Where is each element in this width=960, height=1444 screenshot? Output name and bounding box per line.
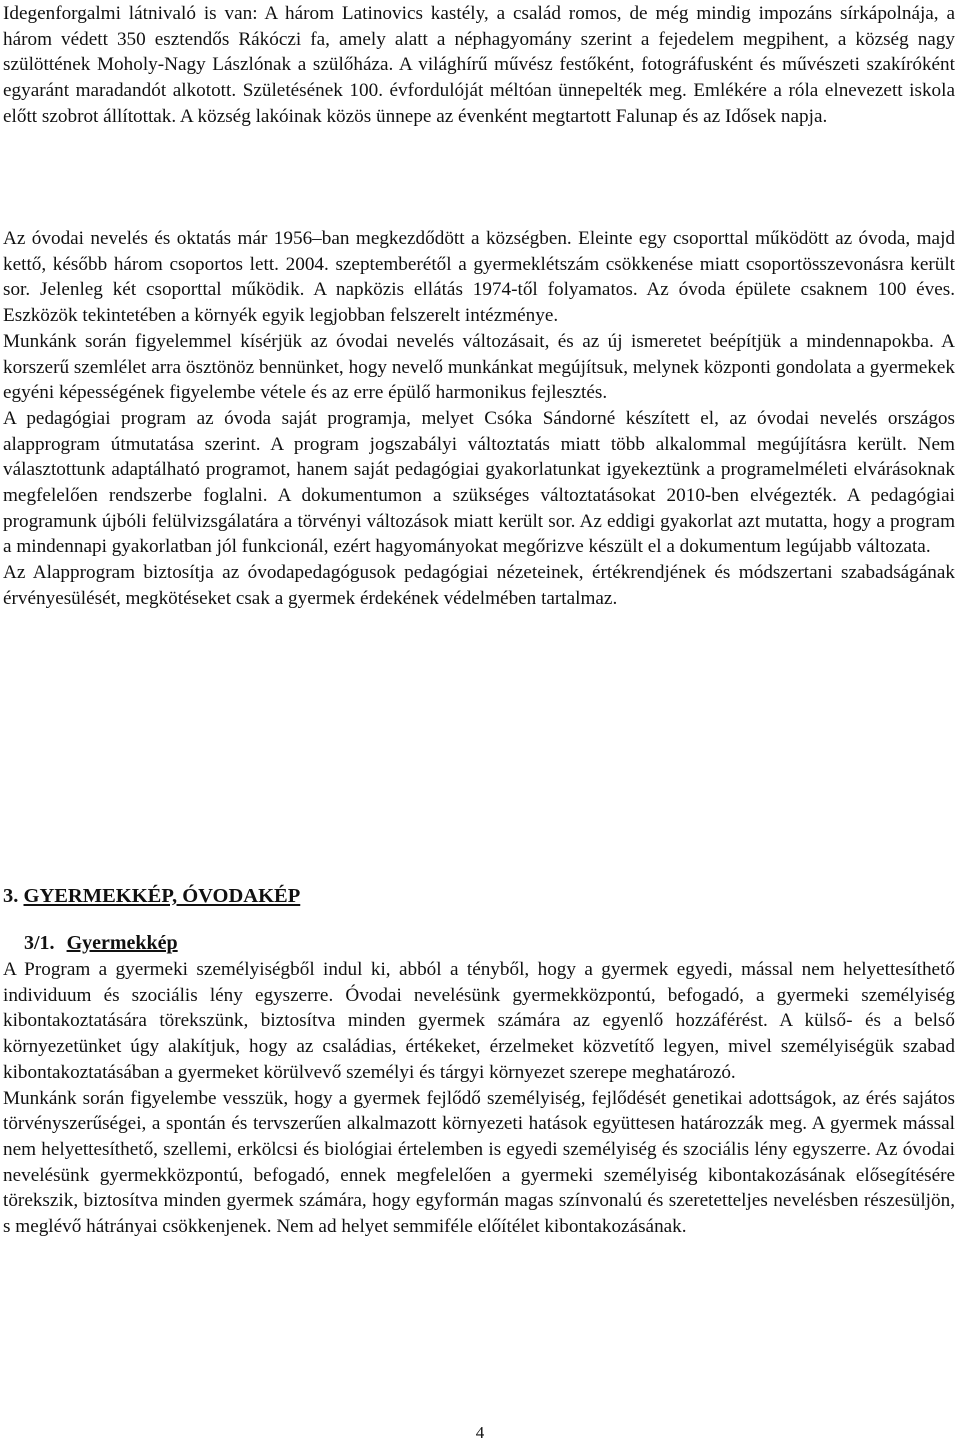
subsection-heading [24, 931, 178, 955]
section-title: GYERMEKKÉP, ÓVODAKÉP [23, 885, 301, 907]
paragraph: Munkánk során figyelembe vesszük, hogy a gyermek fejlődő személyiség, fejlődését genetikai adottságok, az érés sajátos törvényszerűségei, a spontán és tervszerűen alkalmazott környezeti hatások együttesen határozzák meg. A gyermek mással nem helyettesíthető, szellemi, erkölcsi és biológiai értelemben is egyedi személyiség és szociális lény egyszerre. Az óvodai nevelésünk gyermekközpontú, befogadó, ennek megfelelően a gyermeki személyiség kibontakozásának elősegítésére törekszik, biztosítva minden gyermek számára, hogy egyformán magas színvonalú és szeretetteljes nevelésben részesüljön, s meglévő hátrányai csökkenjenek. Nem ad helyet semmiféle előítélet kibontakozásának. [3, 1087, 955, 1238]
paragraph: A Program a gyermeki személyiségből indul ki, abból a tényből, hogy a gyermek egyedi, mással nem helyettesíthető individuum és szociális lény egyszerre. Óvodai nevelésünk gyermekközpontú, befogadó, a gyermeki személyiség kibontakoztatására törekszünk, biztosítva minden gyermek számára az egyenlő hozzáférést. A külső- és a belső környezetünket úgy alakítjuk, hogy az családias, értékeket, érzelmeket közvetítő legyen, mivel személyiségük szabad kibontakoztatásában a gyermeket körülvevő személyi és tárgyi környezet szerepe meghatározó. [3, 959, 955, 1083]
intro-paragraph [3, 1, 955, 130]
section-heading [3, 883, 300, 909]
paragraph: Idegenforgalmi látnivaló is van: A három Latinovics kastély, a család romos, de még mindig impozáns sírkápolnája, a három védett 350 esztendős Rákóczi fa, amely alatt a néphagyomány szerint a fejedelem megpihent, a község nagy szülöttének Moholy-Nagy Lászlónak a szülőháza. A világhírű művész festőként, fotográfusként és művészeti szakíróként egyaránt maradandót alkotott. Születésének 100. évfordulóját méltóan ünnepelték meg. Emlékére a róla elnevezett iskola előtt szobrot állítottak. A község lakóinak közös ünnepe az évenként megtartott Falunap és az Idősek napja. [3, 3, 955, 127]
subsection-number: 3/1. [24, 932, 55, 954]
kindergarten-history-section [3, 226, 955, 612]
paragraph: A pedagógiai program az óvoda saját programja, melyet Csóka Sándorné készített el, az óvodai nevelés országos alapprogram útmutatása szerint. A program jogszabályi változtatás miatt több alkalommal megújításra került. Nem választottunk adaptálható programot, hanem saját pedagógiai gyakorlatunkat igyekeztünk a programelméleti elvárásoknak megfelelően rendszerbe foglalni. A dokumentumon a szükséges változtatásokat 2010-ben elvégezték. A pedagógiai programunk újbóli felülvizsgálatára a törvényi változások miatt került sor. Az eddigi gyakorlat azt mutatta, hogy a program a mindennapi gyakorlatban jól funkcionál, ezért hagyományokat megőrizve készült el a dokumentum legújabb változata. [3, 407, 955, 558]
paragraph: Az Alapprogram biztosítja az óvodapedagógusok pedagógiai nézeteinek, értékrendjének és módszertani szabadságának érvényesülését, megkötéseket csak a gyermek érdekének védelmében tartalmaz. [3, 562, 955, 609]
child-image-section [3, 957, 955, 1240]
section-number: 3. [3, 885, 19, 907]
page-number: 4 [475, 1423, 485, 1442]
paragraph: Munkánk során figyelemmel kísérjük az óvodai nevelés változásait, és az új ismeretet beépítjük a mindennapokba. A korszerű szemlélet arra ösztönöz bennünket, hogy nevelő munkánkat megújítsuk, melynek központi gondolata a gyermekek egyéni képességének figyelembe vétele és az erre épülő harmonikus fejlesztés. [3, 330, 955, 404]
subsection-title: Gyermekkép [66, 932, 178, 954]
paragraph: Az óvodai nevelés és oktatás már 1956–ban megkezdődött a községben. Eleinte egy csoporttal működött az óvoda, majd kettő, később három csoportos lett. 2004. szeptemberétől a gyermeklétszám csökkenése miatt csoportösszevonásra került sor. Jelenleg két csoporttal működik. A napközis ellátás 1974-től folyamatos. Az óvoda épülete csaknem 100 éves. Eszközök tekintetében a környék egyik legjobban felszerelt intézménye. [3, 228, 955, 327]
